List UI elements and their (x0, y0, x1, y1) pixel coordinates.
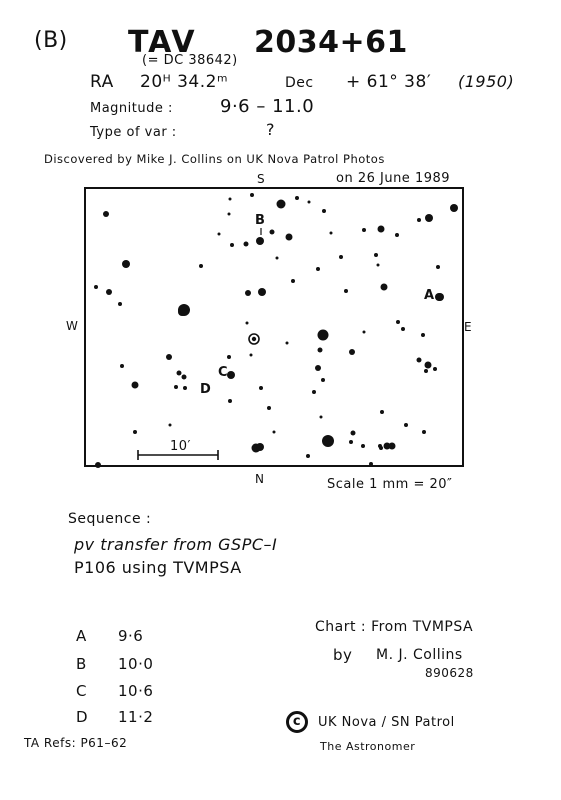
star (404, 423, 408, 427)
star (425, 362, 432, 369)
scale-bar-label: 10′ (170, 439, 191, 454)
star (380, 410, 384, 414)
dec-value: + 61° 38′ (346, 72, 432, 92)
compass-east: E (464, 320, 473, 334)
star (183, 386, 187, 390)
star-field (94, 193, 458, 468)
compass-south: S (257, 172, 266, 186)
sequence-row-d (76, 708, 154, 726)
star (250, 193, 254, 197)
star (321, 378, 325, 382)
star (436, 265, 440, 269)
star (169, 424, 172, 427)
star (122, 260, 130, 268)
star-label-d: D (200, 382, 212, 397)
star (369, 462, 373, 466)
sequence-heading: Sequence : (68, 511, 152, 527)
star (417, 218, 421, 222)
star (322, 435, 334, 447)
star (378, 226, 385, 233)
star (286, 342, 289, 345)
type-value: ? (266, 120, 275, 139)
star (344, 289, 348, 293)
sequence-mag: 11·2 (118, 708, 154, 726)
magnitude-value: 9·6 – 11.0 (220, 96, 315, 117)
star (349, 349, 355, 355)
star (228, 213, 231, 216)
star-label-a: A (424, 288, 435, 303)
star (377, 264, 380, 267)
sequence-mag: 10·0 (118, 655, 154, 673)
star (395, 233, 399, 237)
star (286, 234, 293, 241)
star (295, 196, 299, 200)
sequence-source-1: pv transfer from GSPC–I (74, 535, 278, 554)
compass-west: W (66, 319, 79, 333)
ra-label: RA (90, 72, 114, 92)
star (421, 333, 425, 337)
scale-note: Scale 1 mm = 20″ (327, 477, 453, 492)
variable-name-prefix: TAV (128, 25, 197, 60)
star (363, 331, 366, 334)
references: TA Refs: P61–62 (24, 736, 128, 750)
star (401, 327, 405, 331)
star (425, 214, 433, 222)
compass-north: N (255, 472, 265, 486)
star (378, 444, 382, 448)
panel-label: (B) (34, 28, 68, 53)
star (95, 462, 101, 468)
discovered-line-2: on 26 June 1989 (336, 171, 451, 186)
ra-value: 20ᴴ 34.2ᵐ (140, 72, 229, 92)
epoch: (1950) (458, 72, 515, 91)
sequence-row-c (76, 682, 154, 700)
star (230, 243, 234, 247)
sequence-mag: 9·6 (118, 627, 144, 645)
star (120, 364, 124, 368)
star (132, 382, 139, 389)
star (174, 385, 178, 389)
variable-designation: 2034+61 (254, 25, 408, 60)
star (330, 232, 333, 235)
star (246, 322, 249, 325)
star (351, 431, 356, 436)
sequence-star: A (76, 627, 87, 645)
star (291, 279, 295, 283)
variable-target-marker (249, 334, 259, 344)
star (94, 285, 98, 289)
star (315, 365, 321, 371)
discovered-line-1: Discovered by Mike J. Collins on UK Nova Patrol Photos (44, 152, 385, 166)
star (199, 264, 203, 268)
sequence-star: D (76, 708, 89, 726)
star (256, 237, 264, 245)
star (245, 290, 251, 296)
star (182, 375, 187, 380)
star (270, 230, 275, 235)
star (178, 304, 190, 316)
star (276, 257, 279, 260)
star (435, 293, 443, 301)
star (318, 348, 323, 353)
type-label: Type of var : (90, 125, 177, 140)
star (316, 267, 320, 271)
chart-number: 890628 (425, 666, 474, 680)
star (381, 284, 388, 291)
star (103, 211, 109, 217)
star (166, 354, 172, 360)
sequence-source-2: P106 using TVMPSA (74, 558, 242, 577)
organisation-line-1: UK Nova / SN Patrol (318, 715, 455, 730)
organisation-line-2: The Astronomer (320, 740, 416, 753)
star (389, 443, 396, 450)
star (118, 302, 122, 306)
chart-credit: Chart : From TVMPSA (315, 619, 474, 635)
star (361, 444, 365, 448)
star (318, 330, 329, 341)
sequence-row-a (76, 627, 144, 645)
star (417, 358, 422, 363)
sequence-star: B (76, 655, 87, 673)
star (256, 443, 264, 451)
star (106, 289, 112, 295)
star (229, 198, 232, 201)
author-by-label: by (333, 646, 353, 664)
star (227, 355, 231, 359)
star (258, 288, 266, 296)
star (374, 253, 378, 257)
finder-chart-stars (84, 187, 464, 467)
star-label-c: C (218, 365, 229, 380)
star (396, 320, 400, 324)
alt-designation: (= DC 38642) (142, 53, 238, 68)
star (422, 430, 426, 434)
star (312, 390, 316, 394)
sequence-star: C (76, 682, 87, 700)
star (362, 228, 366, 232)
star (259, 386, 263, 390)
star (244, 242, 249, 247)
star (267, 406, 271, 410)
star (177, 371, 182, 376)
sequence-mag: 10·6 (118, 682, 154, 700)
star (433, 367, 437, 371)
star (218, 233, 221, 236)
star (277, 200, 286, 209)
author-name: M. J. Collins (376, 647, 463, 663)
copyright-icon: c (286, 711, 308, 733)
dec-label: Dec (285, 75, 314, 91)
star (306, 454, 310, 458)
sequence-row-b (76, 655, 154, 673)
star (339, 255, 343, 259)
star (133, 430, 137, 434)
star (273, 431, 276, 434)
star (228, 399, 232, 403)
star (322, 209, 326, 213)
magnitude-label: Magnitude : (90, 101, 173, 116)
star (424, 369, 428, 373)
star (227, 371, 235, 379)
star (308, 201, 311, 204)
star (349, 440, 353, 444)
star (250, 354, 253, 357)
star (450, 204, 458, 212)
star (320, 416, 323, 419)
star-label-b: B (255, 213, 266, 228)
